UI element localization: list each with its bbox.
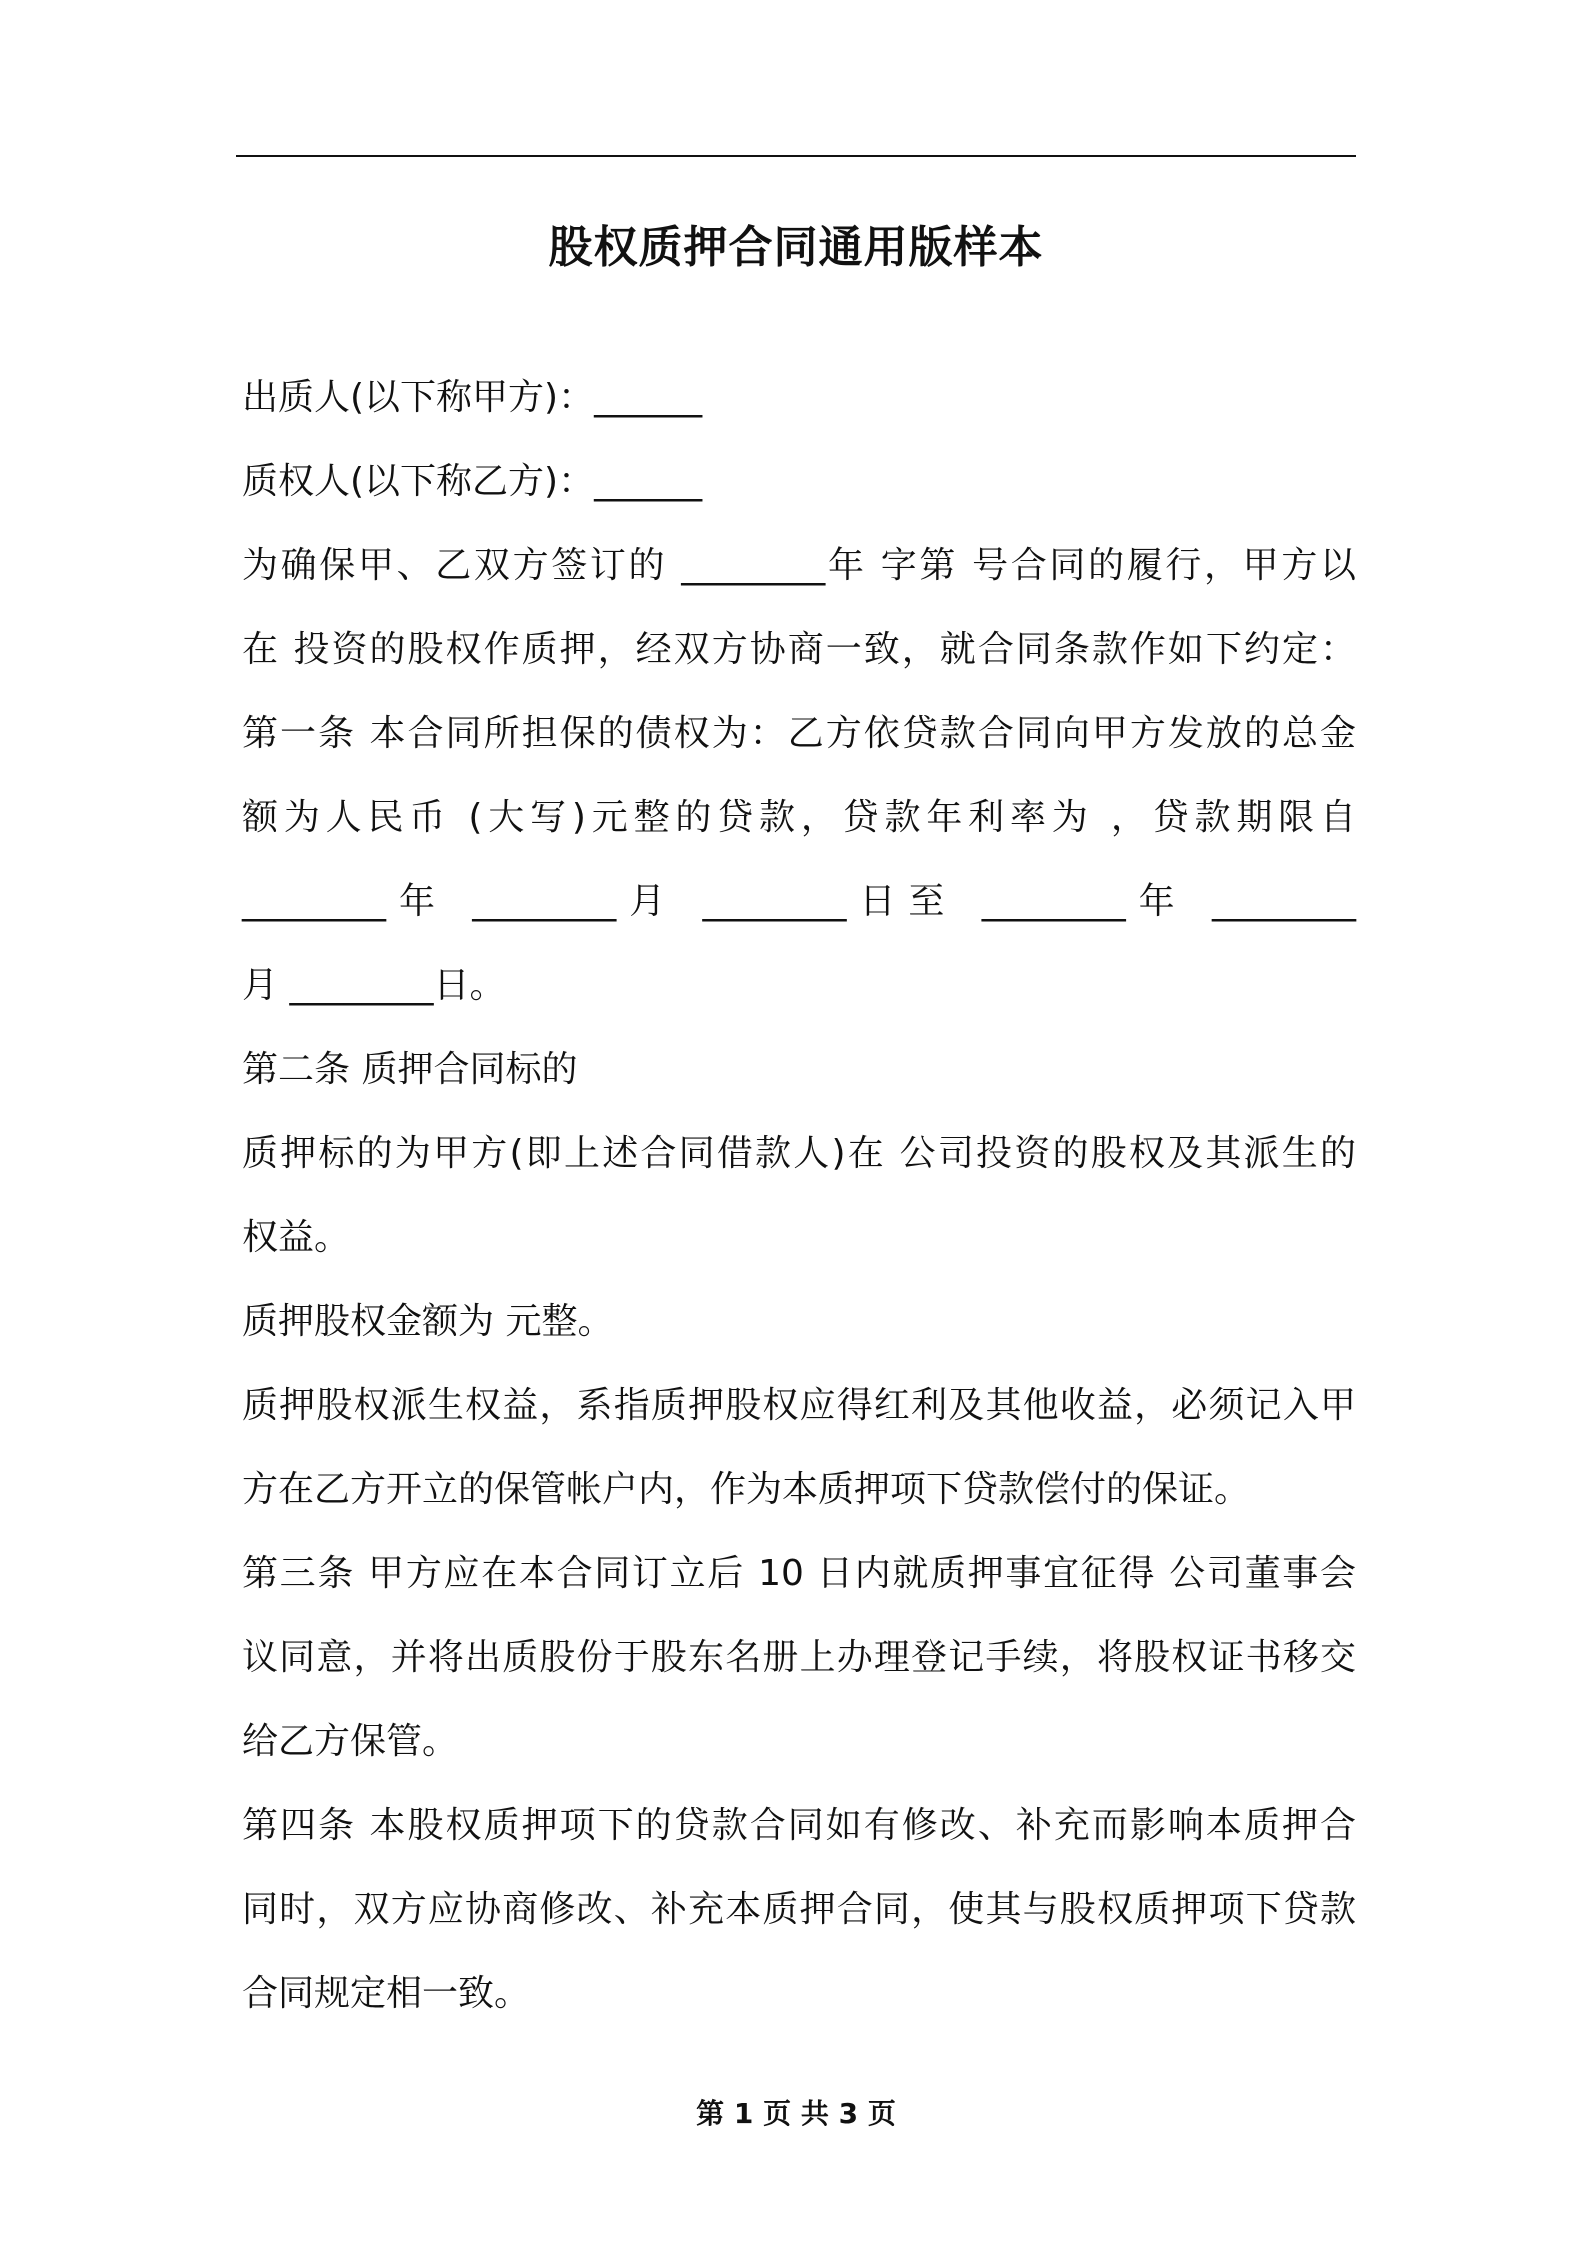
body-line: ________年 ________月 ________日至 ________年 ________ [242, 881, 1356, 922]
body-line: 同时，双方应协商修改、补充本质押合同，使其与股权质押项下贷款 [242, 1889, 1356, 1930]
document-body [242, 356, 1356, 2036]
header-rule [236, 155, 1356, 157]
body-line: 第一条 本合同所担保的债权为：乙方依贷款合同向甲方发放的总金 [242, 713, 1356, 754]
body-line: 质押标的为甲方(即上述合同借款人)在 公司投资的股权及其派生的 [242, 1133, 1356, 1174]
body-line: 给乙方保管。 [242, 1721, 459, 1762]
body-line: 质押股权派生权益，系指质押股权应得红利及其他收益，必须记入甲 [242, 1385, 1356, 1426]
body-line: 议同意，并将出质股份于股东名册上办理登记手续，将股权证书移交 [242, 1637, 1356, 1678]
body-line: 出质人(以下称甲方)：______ [242, 377, 703, 418]
body-line: 质押股权金额为 元整。 [242, 1301, 614, 1342]
body-line: 第四条 本股权质押项下的贷款合同如有修改、补充而影响本质押合 [242, 1805, 1356, 1846]
body-line: 第三条 甲方应在本合同订立后 10 日内就质押事宜征得 公司董事会 [242, 1553, 1356, 1594]
body-line: 权益。 [242, 1217, 351, 1258]
body-line: 月 ________日。 [242, 965, 506, 1006]
body-line: 质权人(以下称乙方)：______ [242, 461, 703, 502]
page-footer: 第 1 页 共 3 页 [696, 2097, 896, 2130]
body-line: 在 投资的股权作质押，经双方协商一致，就合同条款作如下约定： [242, 629, 1356, 670]
body-line: 为确保甲、乙双方签订的 ________年 字第 号合同的履行，甲方以 [242, 545, 1356, 586]
document-title: 股权质押合同通用版样本 [548, 222, 1044, 273]
body-line: 方在乙方开立的保管帐户内，作为本质押项下贷款偿付的保证。 [242, 1469, 1251, 1510]
body-line: 额为人民币 (大写)元整的贷款，贷款年利率为 ，贷款期限自 [242, 797, 1356, 838]
body-line: 合同规定相一致。 [242, 1973, 531, 2014]
body-line: 第二条 质押合同标的 [242, 1049, 578, 1090]
